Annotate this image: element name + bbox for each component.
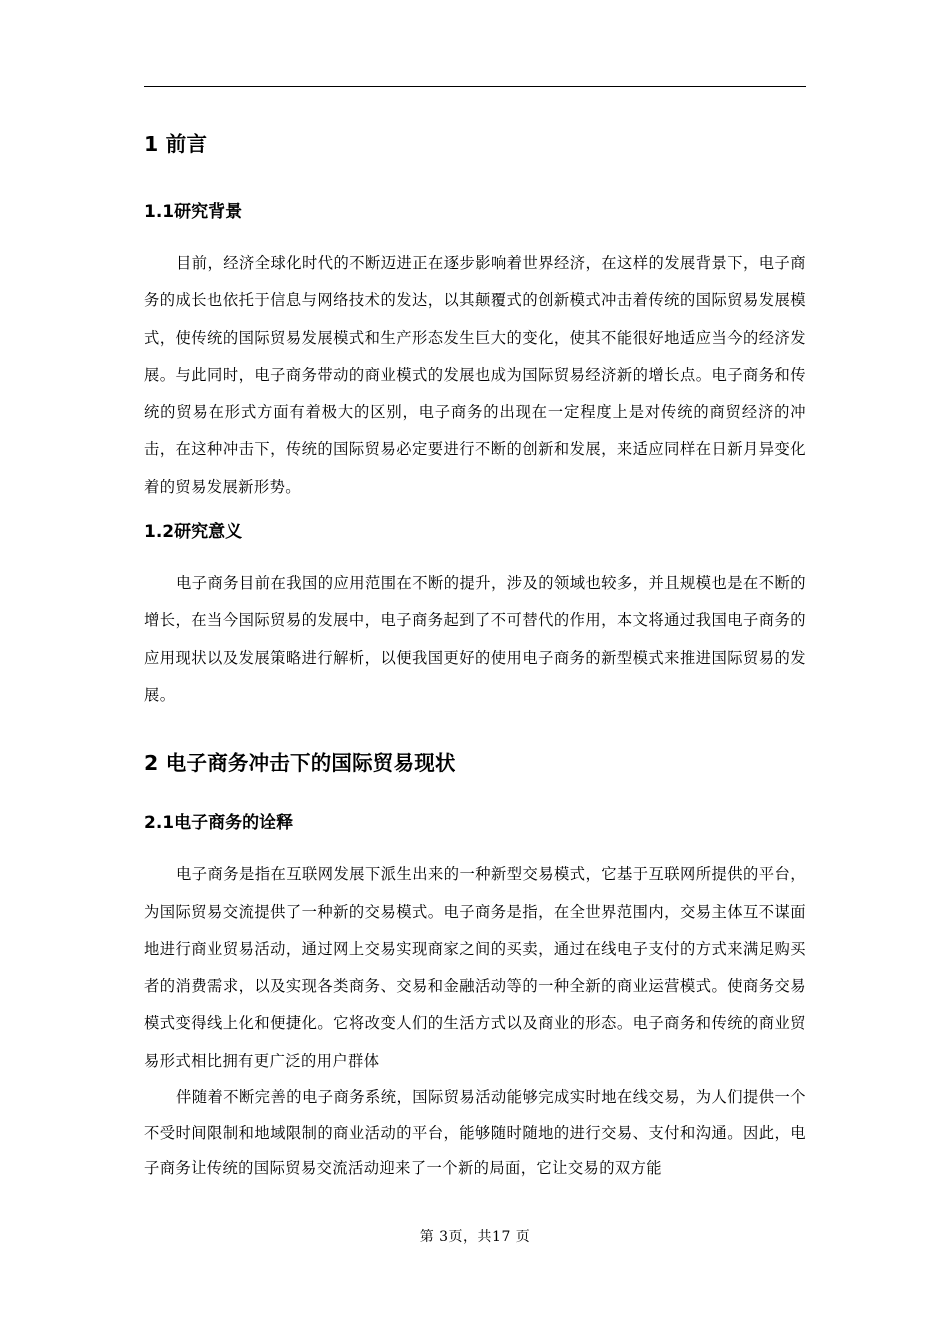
- paragraph-research-significance: 电子商务目前在我国的应用范围在不断的提升，涉及的领域也较多，并且规模也是在不断的增长，在当今国际贸易的发展中，电子商务起到了不可替代的作用，本文将通过我国电子商务的应用现状以及发展策略进行解析，以便我国更好的使用电子商务的新型模式来推进国际贸易的发展。: [144, 574, 806, 704]
- header-rule: [144, 86, 806, 87]
- subsection-heading-2-1: 2.1电子商务的诠释: [144, 813, 294, 834]
- paragraph-ecommerce-definition: 电子商务是指在互联网发展下派生出来的一种新型交易模式，它基于互联网所提供的平台，为国际贸易交流提供了一种新的交易模式。电子商务是指，在全世界范围内，交易主体互不谋面地进行商业贸易活动，通过网上交易实现商家之间的买卖，通过在线电子支付的方式来满足购买者的消费需求，以及实现各类商务、交易和金融活动等的一种全新的商业运营模式。使商务交易模式变得线上化和便捷化。它将改变人们的生活方式以及商业的形态。电子商务和传统的商业贸易形式相比拥有更广泛的用户群体: [144, 865, 806, 1070]
- section-heading-1: 1 前言: [144, 132, 208, 156]
- page-content: [144, 130, 806, 1187]
- paragraph-ecommerce-system: 伴随着不断完善的电子商务系统，国际贸易活动能够完成实时地在线交易，为人们提供一个不受时间限制和地域限制的商业活动的平台，能够随时随地的进行交易、支付和沟通。因此，电子商务让传统的国际贸易交流活动迎来了一个新的局面，它让交易的双方能: [144, 1088, 806, 1178]
- section-heading-2: 2 电子商务冲击下的国际贸易现状: [144, 751, 456, 776]
- paragraph-research-background: 目前，经济全球化时代的不断迈进正在逐步影响着世界经济，在这样的发展背景下，电子商务的成长也依托于信息与网络技术的发达，以其颠覆式的创新模式冲击着传统的国际贸易发展模式，使传统的国际贸易发展模式和生产形态发生巨大的变化，使其不能很好地适应当今的经济发展。与此同时，电子商务带动的商业模式的发展也成为国际贸易经济新的增长点。电子商务和传统的贸易在形式方面有着极大的区别，电子商务的出现在一定程度上是对传统的商贸经济的冲击，在这种冲击下，传统的国际贸易必定要进行不断的创新和发展，来适应同样在日新月异变化着的贸易发展新形势。: [144, 254, 806, 496]
- subsection-heading-1-1: 1.1研究背景: [144, 202, 243, 222]
- page-footer: 第 3页，共17 页: [419, 1229, 531, 1245]
- subsection-heading-1-2: 1.2研究意义: [144, 522, 243, 543]
